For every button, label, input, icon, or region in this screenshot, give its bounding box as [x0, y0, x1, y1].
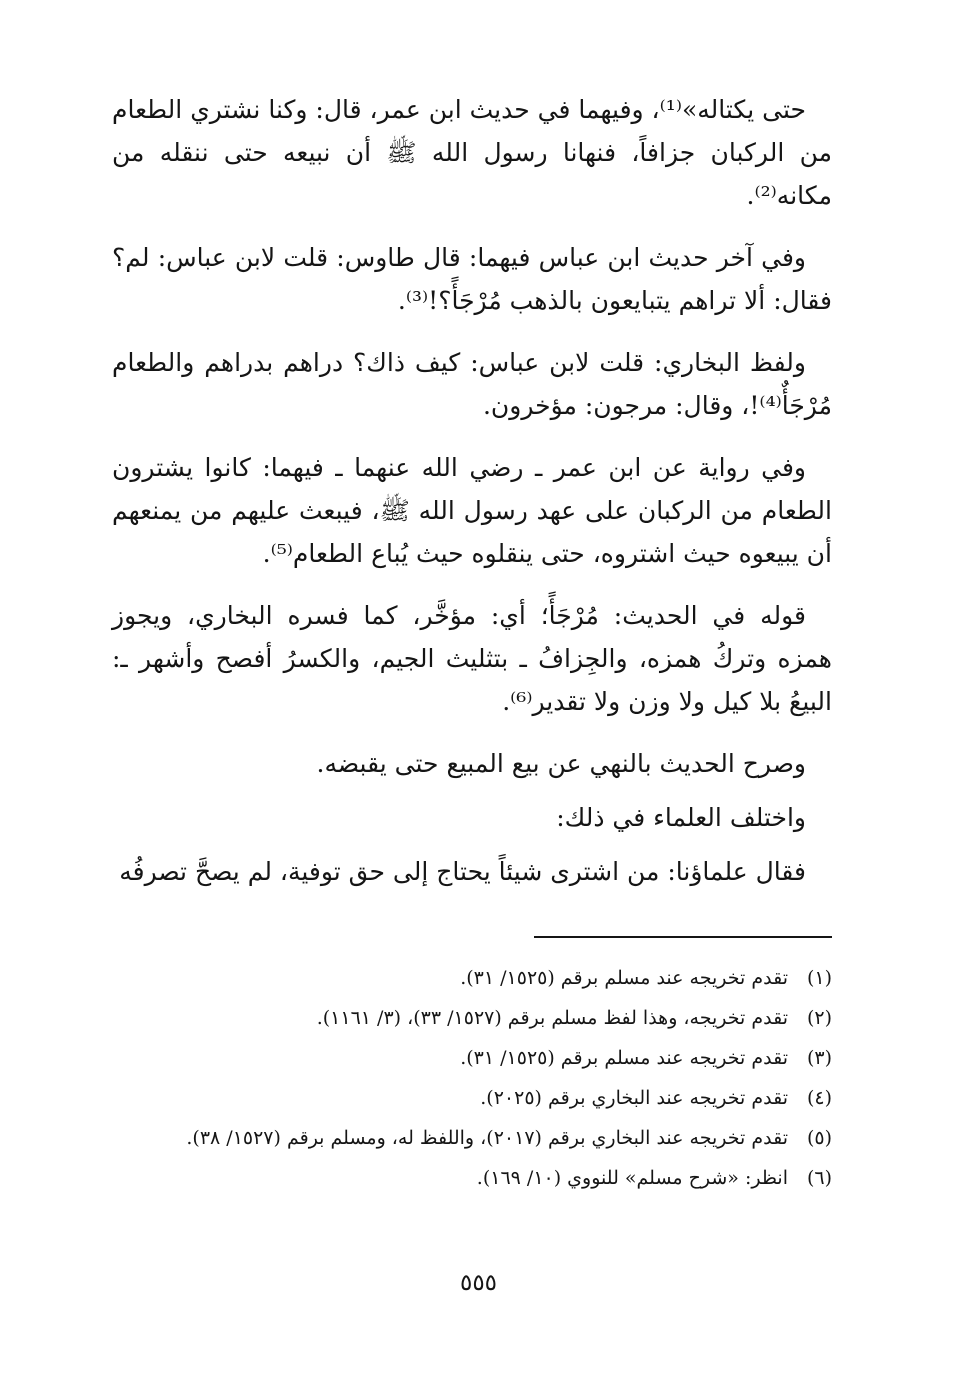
- footnote: [130, 1122, 832, 1154]
- paragraph: قوله في الحديث: مُرْجَأً؛ أي: مؤخَّر، كما فسره البخاري، ويجوز همزه وتركُ همزه، والجِزافُ ـ بتثليث الجيم، والكسرُ أفصح وأشهر ـ: البيعُ بلا كيل ولا وزن ولا تقدير⁽⁶⁾.: [112, 601, 832, 716]
- footnote-number: (٢): [806, 1007, 832, 1029]
- footnote-text: تقدم تخريجه عند البخاري برقم (٢٠١٧)، واللفظ له، ومسلم برقم (١٥٢٧/ ٣٨).: [186, 1127, 788, 1149]
- footnote-text: انظر: «شرح مسلم» للنووي (١٠/ ١٦٩).: [476, 1167, 788, 1189]
- footnote: [130, 1082, 832, 1114]
- footnote-number: (٦): [806, 1167, 832, 1189]
- footnote-text: تقدم تخريجه عند البخاري برقم (٢٠٢٥).: [480, 1087, 788, 1109]
- paragraph: حتى يكتاله»⁽¹⁾، وفيهما في حديث ابن عمر، قال: وكنا نشتري الطعام من الركبان جزافاً، فنهانا رسول الله ﷺ أن نبيعه حتى ننقله من مكانه⁽²⁾.: [112, 95, 832, 210]
- footnote-number: (١): [806, 967, 832, 989]
- footnote: [130, 1002, 832, 1034]
- main-text: [112, 88, 832, 893]
- paragraph: وفي رواية عن ابن عمر ـ رضي الله عنهما ـ فيهما: كانوا يشترون الطعام من الركبان على عهد رسول الله ﷺ، فيبعث عليهم من يمنعهم أن يبيعوه حيث اشتروه، حتى ينقلوه حيث يُباع الطعام⁽⁵⁾.: [112, 453, 832, 568]
- footnote: [130, 962, 832, 994]
- footnote-number: (٤): [806, 1087, 832, 1109]
- footnote-number: (٣): [806, 1047, 832, 1069]
- paragraph: فقال علماؤنا: من اشترى شيئاً يحتاج إلى حق توفية، لم يصحَّ تصرفُه: [119, 857, 806, 886]
- footnote-text: تقدم تخريجه عند مسلم برقم (١٥٢٥/ ٣١).: [460, 1047, 788, 1069]
- footnote-text: تقدم تخريجه، وهذا لفظ مسلم برقم (١٥٢٧/ ٣٣)، (٣/ ١١٦١).: [316, 1007, 788, 1029]
- footnote: [130, 1162, 832, 1194]
- footnote-number: (٥): [806, 1127, 832, 1149]
- page-number: ٥٥٥: [459, 1270, 498, 1296]
- footnote-text: تقدم تخريجه عند مسلم برقم (١٥٢٥/ ٣١).: [460, 967, 788, 989]
- footnotes: [130, 962, 832, 1202]
- paragraph: وصرح الحديث بالنهي عن بيع المبيع حتى يقبضه.: [316, 749, 806, 778]
- footnote: [130, 1042, 832, 1074]
- paragraph: واختلف العلماء في ذلك:: [556, 803, 806, 832]
- paragraph: وفي آخر حديث ابن عباس فيهما: قال طاوس: قلت لابن عباس: لم؟ فقال: ألا تراهم يتبايعون بالذهب مُرْجَأً؟!⁽³⁾.: [112, 243, 832, 315]
- footnote-separator: [534, 936, 832, 938]
- paragraph: ولفظ البخاري: قلت لابن عباس: كيف ذاك؟ دراهم بدراهم والطعام مُرْجَأٌ⁽⁴⁾!، وقال: مرجون: مؤخرون.: [112, 348, 832, 420]
